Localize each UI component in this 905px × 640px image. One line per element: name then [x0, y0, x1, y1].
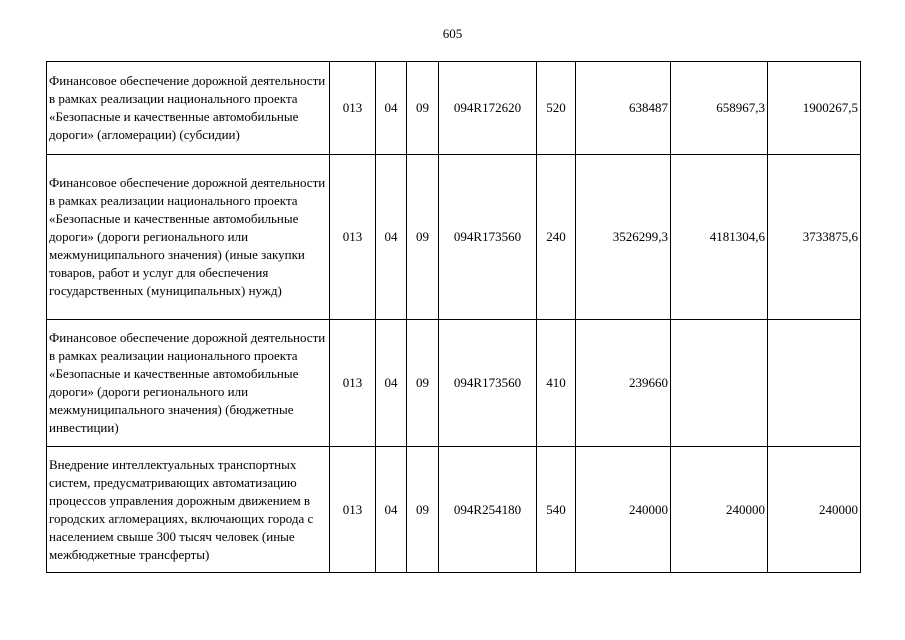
section-code-cell: 04 [376, 447, 407, 573]
section-code-cell: 04 [376, 320, 407, 447]
section-code-cell: 04 [376, 62, 407, 155]
subsection-code-cell: 09 [407, 62, 439, 155]
amount-year-3-cell: 240000 [768, 447, 861, 573]
expense-name-cell: Внедрение интеллектуальных транспортных систем, предусматривающих автоматизацию процессов управления дорожным движением в городских агломерациях, включающих города с населением свыше 300 тысяч человек (иные межбюджетные трансферты) [47, 447, 330, 573]
ministry-code-cell: 013 [330, 447, 376, 573]
subsection-code-cell: 09 [407, 155, 439, 320]
table-row [47, 62, 861, 155]
amount-year-2-cell [671, 320, 768, 447]
amount-year-1-cell: 239660 [576, 320, 671, 447]
target-item-cell: 094R173560 [439, 155, 537, 320]
subsection-code-cell: 09 [407, 447, 439, 573]
amount-year-3-cell [768, 320, 861, 447]
amount-year-1-cell: 3526299,3 [576, 155, 671, 320]
ministry-code-cell: 013 [330, 62, 376, 155]
expense-name-cell: Финансовое обеспечение дорожной деятельности в рамках реализации национального проекта «Безопасные и качественные автомобильные дороги» (дороги регионального или межмуниципального значения) (иные закупки товаров, работ и услуг для обеспечения государственных (муниципальных) нужд) [47, 155, 330, 320]
amount-year-2-cell: 4181304,6 [671, 155, 768, 320]
section-code-cell: 04 [376, 155, 407, 320]
page-number: 605 [442, 26, 463, 41]
amount-year-1-cell: 638487 [576, 62, 671, 155]
expense-type-cell: 520 [537, 62, 576, 155]
amount-year-2-cell: 658967,3 [671, 62, 768, 155]
table-row [47, 155, 861, 320]
expense-name-cell: Финансовое обеспечение дорожной деятельности в рамках реализации национального проекта «Безопасные и качественные автомобильные дороги» (дороги регионального или межмуниципального значения) (бюджетные инвестиции) [47, 320, 330, 447]
subsection-code-cell: 09 [407, 320, 439, 447]
table-row [47, 320, 861, 447]
expense-type-cell: 410 [537, 320, 576, 447]
amount-year-3-cell: 3733875,6 [768, 155, 861, 320]
budget-table [46, 61, 861, 573]
amount-year-1-cell: 240000 [576, 447, 671, 573]
table-row [47, 447, 861, 573]
target-item-cell: 094R173560 [439, 320, 537, 447]
amount-year-2-cell: 240000 [671, 447, 768, 573]
ministry-code-cell: 013 [330, 155, 376, 320]
ministry-code-cell: 013 [330, 320, 376, 447]
expense-type-cell: 240 [537, 155, 576, 320]
expense-name-cell: Финансовое обеспечение дорожной деятельности в рамках реализации национального проекта «Безопасные и качественные автомобильные дороги» (агломерации) (субсидии) [47, 62, 330, 155]
expense-type-cell: 540 [537, 447, 576, 573]
amount-year-3-cell: 1900267,5 [768, 62, 861, 155]
target-item-cell: 094R172620 [439, 62, 537, 155]
target-item-cell: 094R254180 [439, 447, 537, 573]
